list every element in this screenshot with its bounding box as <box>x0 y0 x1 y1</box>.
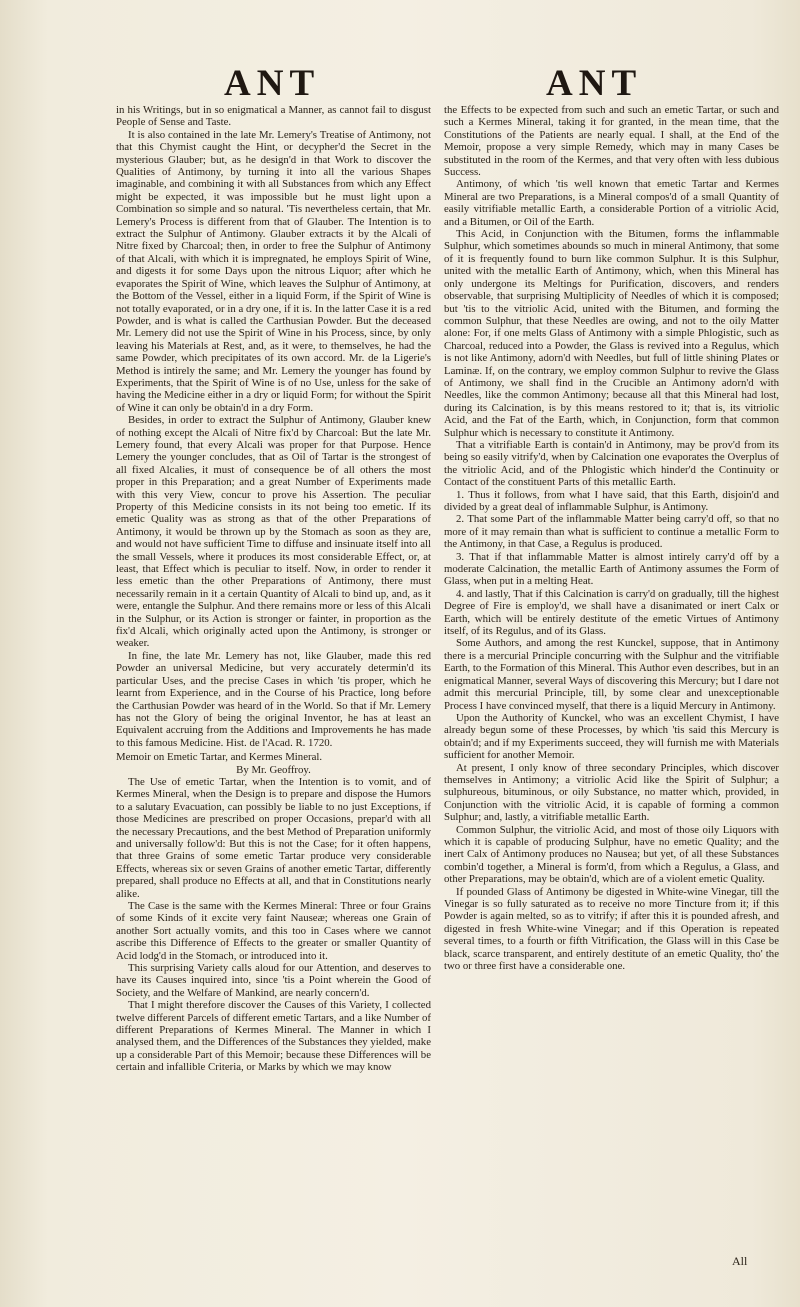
paragraph: Besides, in order to extract the Sulphur of Antimony, Glauber knew of nothing except the Alcali of Nitre fix'd by Charcoal: But the late Mr. Lemery found, that every Alcali was proper for that Purpose. Hence Lemery the younger concludes, that as Oil of Tartar is the strongest of all fixed Alcalies, it must of consequence be of all others the most proper in this Preparation; and a great Number of Experiments made with this very View, concur to prove his Assertion. The peculiar Property of this Medicine consists in its not being too emetic. If its emetic Quality was as strong as that of the other Preparations of Antimony, it would be thrown up by the Stomach as soon as they are, and would not have sufficient Time to diffuse and insinuate itself into all the small Vessels, where it produces its most considerable Effect, or, at least, that Effect which is peculiar to itself. Now, in order to render it less emetic than the other Preparations of Antimony, there must necessarily remain in it a certain Quantity of Alcali to bind up, and, as it were, entangle the Sulphur. And there remains more or less of this Alcali in the Sulphur, or its Action is stronger or fainter, in proportion as the fix'd Alcali, which originally acted upon the Antimony, is stronger or weaker. <box>116 414 431 650</box>
left-column <box>116 104 431 1074</box>
paragraph: Some Authors, and among the rest Kunckel, suppose, that in Antimony there is a mercurial Principle concurring with the Sulphur and the vitrifiable Earth, to the Formation of this Mineral. This Author even describes, but in an enigmatical Manner, several Ways of discovering this Mercury; but I dare not admit this mercurial Principle, till, by some clear and unexceptionable Process I have convinced myself, that there is a liquid Mercury in Antimony. <box>444 637 779 712</box>
memoir-heading: Memoir on Emetic Tartar, and Kermes Mineral. <box>116 751 323 764</box>
paragraph: If pounded Glass of Antimony be digested in White-wine Vinegar, till the Vinegar is so fully saturated as to receive no more Tincture from it; if this Powder is again melted, so as to vitrify; if after this it is pounded afresh, and digested in fresh White-wine Vinegar; and if this Operation is repeated several times, to a fourth or fifth Vitrification, the Glass will in this Case be black, scarce transparent, and entirely destitute of an emetic Quality, tho' the two or three first have a considerable one. <box>444 885 779 973</box>
paragraph: Antimony, of which 'tis well known that emetic Tartar and Kermes Mineral are two Preparations, is a Mineral compos'd of a small Quantity of easily vitrifiable metallic Earth, a considerable Portion of a vitriolic Acid, and a Bitumen, or Oil of the Earth. <box>444 178 779 228</box>
paragraph: in his Writings, but in so enigmatical a Manner, as cannot fail to disgust People of Sense and Taste. <box>116 104 431 129</box>
paragraph: 3. That if that inflammable Matter is almost intirely carry'd off by a moderate Calcination, the metallic Earth of Antimony assumes the Form of Glass, when put in a melting Heat. <box>444 550 779 588</box>
paragraph: 2. That some Part of the inflammable Matter being carry'd off, so that no more of it may remain than what is sufficient to continue a metallic Form to the Antimony, in that Case, a Regulus is produced. <box>444 513 779 551</box>
paragraph: In fine, the late Mr. Lemery has not, like Glauber, made this red Powder an universal Medicine, but very accurately determin'd its particular Uses, and the precise Cases in which 'tis proper, which he learnt from Experience, and in the Course of his Practice, long before the Carthusian Powder was heard of in the World. So that if Mr. Lemery has not the Glory of being the original Inventor, he has at least an Equivalent accruing from the Additions and Improvements he has made to this famous Medicine. Hist. de l'Acad. R. 1720. <box>116 649 431 749</box>
paragraph: Upon the Authority of Kunckel, who was an excellent Chymist, I have already begun some of these Processes, by which 'tis said this Mercury is obtain'd; and if my Experiments succeed, they will furnish me with Materials sufficient for another Memoir. <box>444 711 779 762</box>
memoir-author: By Mr. Geoffroy. <box>236 763 311 776</box>
paragraph: This surprising Variety calls aloud for our Attention, and deserves to have its Causes inquired into, since 'tis a Point wherein the Good of Society, and the Welfare of Mankind, are nearly concern'd. <box>116 962 431 999</box>
paragraph: The Case is the same with the Kermes Mineral: Three or four Grains of some Kinds of it excite very faint Nauseæ; whereas one Grain of another Sort actually vomits, and this too in Cases where we cannot ascribe this Difference of Effects to the greater or smaller Quantity of Acid lodg'd in the Stomach, or introduced into it. <box>116 900 431 962</box>
paragraph: 4. and lastly, That if this Calcination is carry'd on gradually, till the highest Degree of Fire is employ'd, we shall have a disanimated or inert Calx or Earth, which will be entirely destitute of the emetic Virtues of Antimony itself, of its Regulus, and of its Glass. <box>444 587 779 638</box>
paragraph: the Effects to be expected from such and such an emetic Tartar, or such and such a Kermes Mineral, taking it for granted, in the mean time, that the Constitutions of the Patients are nearly equal. I shall, at the End of the Memoir, propose a very simple Remedy, which may in many Cases be substituted in the room of the Kermes, and that very often with less dubious Success. <box>444 104 779 179</box>
running-head-right: ANT <box>546 63 643 104</box>
running-head-left: ANT <box>224 63 321 104</box>
paragraph: That I might therefore discover the Causes of this Variety, I collected twelve different Parcels of different emetic Tartars, and a like Number of different Preparations of Kermes Mineral. The Manner in which I analysed them, and the Differences of the Substances they yielded, make up a considerable Part of this Memoir; because these Differences will be certain and infallible Criteria, or Marks by which we may know <box>116 999 431 1074</box>
paragraph: At present, I only know of three secondary Principles, which discover themselves in Antimony; a vitriolic Acid like the Spirit of Sulphur; a sulphureous, bituminous, or oily Substance, no matter which, provided, in Conjunction with the vitriolic Acid, it is capable of forming a common Sulphur; and, lastly, a vitrifiable metallic Earth. <box>444 761 779 824</box>
paragraph: That a vitrifiable Earth is contain'd in Antimony, may be prov'd from its being so easily vitrify'd, when by Calcination one evaporates the Overplus of the vitriolic Acid, and of the Phlogistic which hinder'd the Continuity or Contact of the constituent Parts of this metallic Earth. <box>444 438 779 489</box>
paragraph: This Acid, in Conjunction with the Bitumen, forms the inflammable Sulphur, which sometimes abounds so much in mineral Antimony, that some of it is frequently found to burn like common Sulphur. It is this Sulphur, united with the metallic Earth of Antimony, which, when this Mineral has only undergone its Meltings for Purification, discovers, and renders observable, that surprising Multiplicity of Needles of which it is composed; but 'tis to the vitriolic Acid, united with the Bitumen, and forming the common Sulphur, that these Needles are owing, and not to the oily Matter alone: For, if one melts Glass of Antimony with a simple Phlogistic, such as Charcoal, reduced into a Powder, the Glass is revived into a Regulus, which is not like Antimony, adorn'd with Needles, but full of little shining Plates or Laminæ. If, on the contrary, we employ common Sulphur to revive the Glass of Antimony, we shall find in the Crucible an Antimony adorn'd with Needles, like the common Antimony; because all that this Mineral had lost, during its Calcination, is by this means restored to it; that is, its vitriolic Acid, and the Fat of the Earth, which, in Conjunction, form that common Sulphur which is necessary to constitute it Antimony. <box>444 228 779 439</box>
paragraph: The Use of emetic Tartar, when the Intention is to vomit, and of Kermes Mineral, when the Design is to prepare and dispose the Humors to a salutary Evacuation, can possibly be liable to no just Exceptions, if those Medicines are prescribed on proper Occasions, prepar'd with all the necessary Precautions, and the best Method of Preparation uniformly and universally follow'd: But this is not the Case; for it often happens, that three Grains of some emetic Tartar produce very considerable Effects, whereas six or seven Grains of another emetic Tartar, differently prepared, shall produce no Effects at all, and that in Constitutions nearly alike. <box>116 775 431 900</box>
right-column <box>444 104 779 972</box>
paragraph: Common Sulphur, the vitriolic Acid, and most of those oily Liquors with which it is capable of producing Sulphur, have no emetic Quality; and the inert Calx of Antimony produces no Nausea; but yet, of all these Substances combin'd together, a Mineral is form'd, from which a Regulus, a Glass, and other Preparations, may be obtain'd, which are of a violent emetic Quality. <box>444 823 779 886</box>
catchword: All <box>732 1254 748 1268</box>
paragraph: It is also contained in the late Mr. Lemery's Treatise of Antimony, not that this Chymist caught the Hint, or decypher'd the Secret in the mysterious Glauber; but, as he design'd in that Work to discover the Qualities of Antimony, by turning it into all the various Shapes imaginable, and combining it with all Substances from which any Effect might be expected, it was impossible but he must light upon a Combination so simple and so natural. 'Tis nevertheless certain, that Mr. Lemery's Process is different from that of Glauber. The Intention is to extract the Sulphur of Antimony. Glauber extracts it by the Alcali of Nitre fixed by Charcoal; then, in order to free the Sulphur of Antimony of that Alcali, with which it is impregnated, he employs Spirit of Wine, and digests it for some Days upon the nitrous Liquor; after which he evaporates the Spirit of Wine, which leaves the Sulphur of Antimony, at the Bottom of the Vessel, either in a liquid Form, if the Spirit of Wine is not totally evaporated, or in a dry one, if it is. In the latter Case it is a red Powder, and is what is called the Carthusian Powder. But the deceased Mr. Lemery did not use the Spirit of Wine in his Process, since, by only leaving his Materials at Rest, and, as it were, to themselves, he had the same Powder, which precipitates of its own accord. Mr. de la Ligerie's Method is intirely the same; and Mr. Lemery the younger has found by Experiments, that the Spirit of Wine is of no Use, unless for the sake of having the Medicine either in a dry or liquid Form; for without the Spirit of Wine it can only be obtain'd in a dry Form. <box>116 128 431 414</box>
paragraph: 1. Thus it follows, from what I have said, that this Earth, disjoin'd and divided by a great deal of inflammable Sulphur, is Antimony. <box>444 488 779 513</box>
